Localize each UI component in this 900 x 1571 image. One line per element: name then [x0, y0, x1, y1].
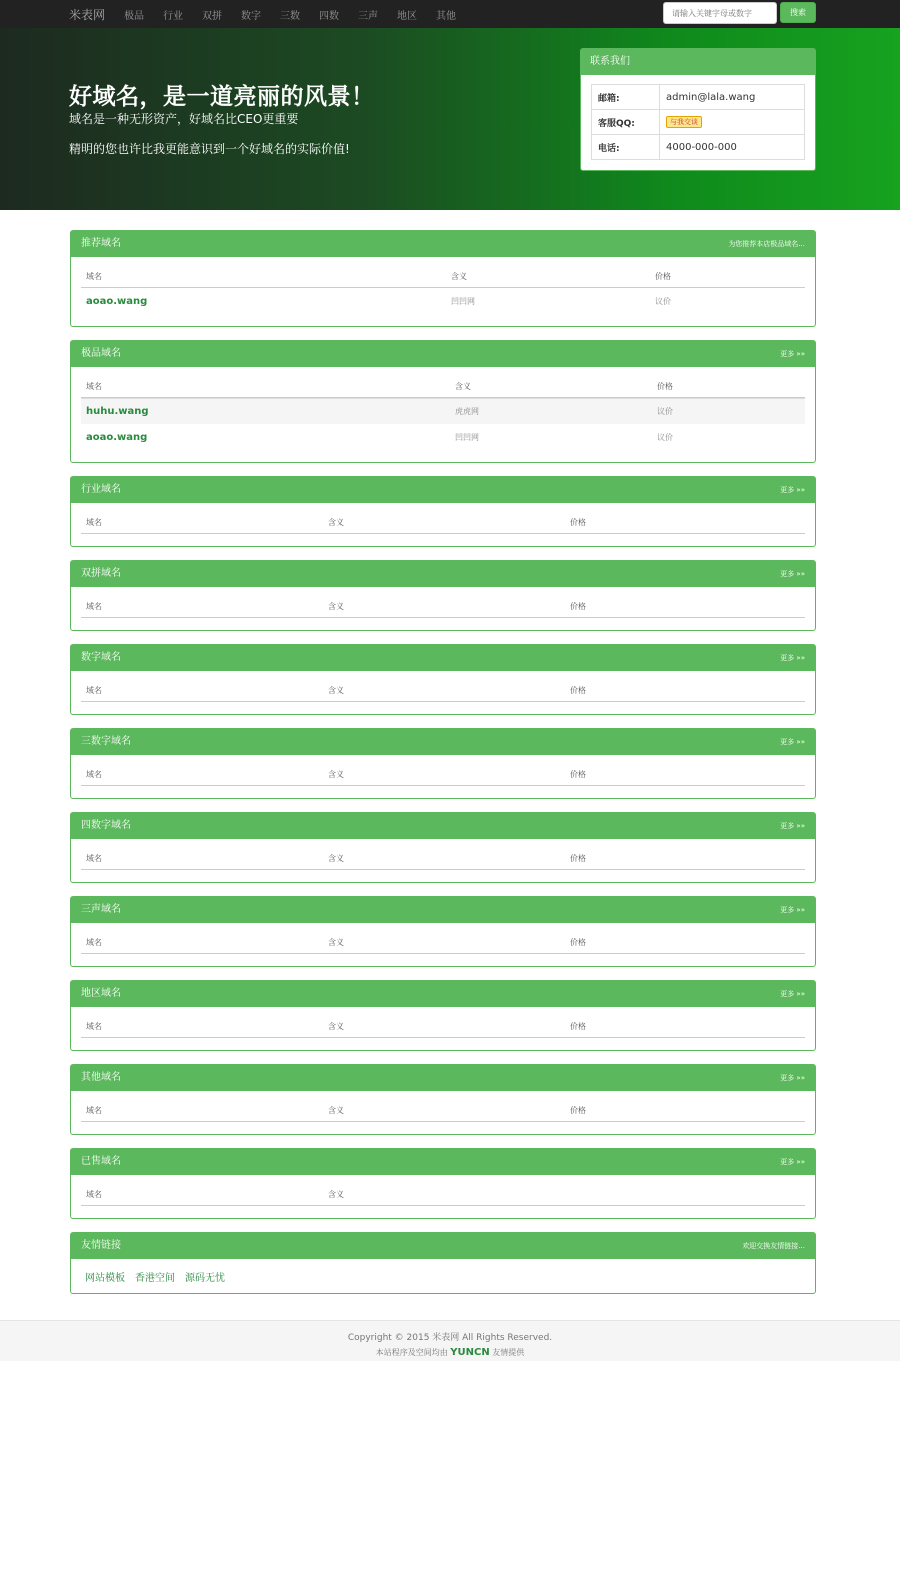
panel-industry — [70, 476, 816, 547]
nav-item-premium[interactable]: 极品 — [124, 11, 144, 22]
panel-sold — [70, 1148, 816, 1219]
panel-more-link[interactable]: 更多 »» — [780, 822, 805, 830]
domain-link[interactable]: huhu.wang — [86, 406, 149, 417]
col-price: 价格 — [570, 518, 586, 527]
search-input[interactable] — [663, 2, 777, 24]
friend-link[interactable]: 网站模板 — [85, 1273, 125, 1284]
hero-banner — [0, 28, 900, 210]
panel-title: 地区域名 — [81, 988, 121, 999]
copyright-text: Copyright © 2015 米表网 All Rights Reserved. — [347, 1333, 553, 1343]
panel-more-link[interactable]: 更多 »» — [780, 738, 805, 746]
panel-title: 已售域名 — [81, 1156, 121, 1167]
powered-by — [0, 1347, 900, 1358]
panel-title: 极品域名 — [81, 348, 121, 359]
panel-numeric — [70, 644, 816, 715]
panel-more-link[interactable]: 更多 »» — [780, 990, 805, 998]
panel-three-digit — [70, 728, 816, 799]
qq-chat-button[interactable]: 与我交谈 — [666, 116, 702, 128]
panel-more-link[interactable]: 欢迎交换友情链接... — [742, 1242, 805, 1250]
col-meaning: 含义 — [455, 382, 471, 391]
col-price: 价格 — [570, 854, 586, 863]
panel-four-digit — [70, 812, 816, 883]
contact-table — [591, 84, 805, 160]
top-navbar — [0, 0, 900, 28]
nav-item-other[interactable]: 其他 — [436, 11, 456, 22]
col-price: 价格 — [570, 938, 586, 947]
col-domain: 域名 — [86, 1106, 102, 1115]
col-price: 价格 — [570, 770, 586, 779]
panel-more-link[interactable]: 更多 »» — [780, 570, 805, 578]
contact-panel — [580, 48, 816, 171]
col-domain: 域名 — [86, 518, 102, 527]
col-price: 价格 — [655, 272, 671, 281]
col-domain: 域名 — [86, 1190, 102, 1199]
col-domain: 域名 — [86, 272, 102, 281]
panel-title: 三声域名 — [81, 904, 121, 915]
panel-more-link[interactable]: 为您推荐本店极品域名... — [728, 240, 805, 248]
col-meaning: 含义 — [328, 938, 344, 947]
powered-brand-link[interactable]: YUNCN — [450, 1347, 490, 1358]
col-meaning: 含义 — [328, 602, 344, 611]
page-footer — [0, 1320, 900, 1361]
nav-item-pinyin[interactable]: 双拼 — [202, 11, 222, 22]
panel-pinyin — [70, 560, 816, 631]
col-domain: 域名 — [86, 854, 102, 863]
col-meaning: 含义 — [451, 272, 467, 281]
panel-more-link[interactable]: 更多 »» — [780, 654, 805, 662]
phone-value: 4000-000-000 — [660, 135, 805, 160]
search-button[interactable]: 搜索 — [780, 2, 816, 23]
panel-title: 双拼域名 — [81, 568, 121, 579]
col-domain: 域名 — [86, 686, 102, 695]
domain-meaning: 凹凹网 — [455, 432, 479, 442]
panel-three-sound — [70, 896, 816, 967]
panel-title: 四数字域名 — [81, 820, 131, 831]
friend-link[interactable]: 香港空间 — [135, 1273, 175, 1284]
panel-more-link[interactable]: 更多 »» — [780, 906, 805, 914]
col-domain: 域名 — [86, 938, 102, 947]
col-price: 价格 — [570, 1106, 586, 1115]
friend-link[interactable]: 源码无忧 — [185, 1273, 225, 1284]
panel-more-link[interactable]: 更多 »» — [780, 350, 805, 358]
powered-prefix: 本站程序及空间均由 — [375, 1348, 448, 1357]
domain-price: 议价 — [657, 432, 673, 442]
qq-label: 客服QQ: — [592, 110, 660, 135]
hero-title: 好域名，是一道亮丽的风景！ — [69, 84, 375, 110]
col-meaning: 含义 — [328, 686, 344, 695]
panel-title: 行业域名 — [81, 484, 121, 495]
nav-item-three-digit[interactable]: 三数 — [280, 11, 300, 22]
col-domain: 域名 — [86, 770, 102, 779]
contact-panel-title: 联系我们 — [581, 49, 815, 75]
nav-item-four-digit[interactable]: 四数 — [319, 11, 339, 22]
email-label: 邮箱: — [592, 85, 660, 110]
panel-title: 三数字域名 — [81, 736, 131, 747]
col-domain: 域名 — [86, 602, 102, 611]
panel-other — [70, 1064, 816, 1135]
col-meaning: 含义 — [328, 770, 344, 779]
hero-subtitle: 域名是一种无形资产，好域名比CEO更重要 — [69, 112, 299, 126]
panel-friend-links — [70, 1232, 816, 1294]
domain-price: 议价 — [657, 407, 673, 416]
col-price: 价格 — [570, 1022, 586, 1031]
email-value: admin@lala.wang — [660, 85, 805, 110]
panel-more-link[interactable]: 更多 »» — [780, 486, 805, 494]
panel-more-link[interactable]: 更多 »» — [780, 1158, 805, 1166]
main-nav — [124, 7, 475, 22]
powered-suffix: 友情提供 — [492, 1348, 525, 1357]
panel-recommended — [70, 230, 816, 327]
domain-meaning: 凹凹网 — [451, 296, 475, 306]
col-price: 价格 — [570, 686, 586, 695]
domain-link[interactable]: aoao.wang — [86, 431, 148, 443]
friend-links-list — [71, 1259, 815, 1294]
panel-title: 推荐域名 — [81, 238, 121, 249]
domain-meaning: 虎虎网 — [455, 407, 479, 416]
panel-region — [70, 980, 816, 1051]
panel-premium — [70, 340, 816, 463]
panel-title: 其他域名 — [81, 1072, 121, 1083]
col-domain: 域名 — [86, 1022, 102, 1031]
panel-title: 友情链接 — [81, 1240, 121, 1251]
col-price: 价格 — [657, 382, 673, 391]
col-meaning: 含义 — [328, 1106, 344, 1115]
col-meaning: 含义 — [328, 518, 344, 527]
site-brand[interactable]: 米表网 — [69, 8, 106, 22]
phone-label: 电话: — [592, 135, 660, 160]
hero-tagline: 精明的您也许比我更能意识到一个好域名的实际价值! — [69, 142, 350, 156]
col-meaning: 含义 — [328, 1190, 344, 1199]
col-meaning: 含义 — [328, 1022, 344, 1031]
domain-link[interactable]: aoao.wang — [86, 295, 148, 307]
nav-item-industry[interactable]: 行业 — [163, 11, 183, 22]
nav-item-three-sound[interactable]: 三声 — [358, 11, 378, 22]
nav-item-numeric[interactable]: 数字 — [241, 11, 261, 22]
col-meaning: 含义 — [328, 854, 344, 863]
col-domain: 域名 — [86, 382, 102, 391]
panel-more-link[interactable]: 更多 »» — [780, 1074, 805, 1082]
col-price: 价格 — [570, 602, 586, 611]
panel-title: 数字域名 — [81, 652, 121, 663]
nav-item-region[interactable]: 地区 — [397, 11, 417, 22]
domain-price: 议价 — [655, 296, 671, 306]
